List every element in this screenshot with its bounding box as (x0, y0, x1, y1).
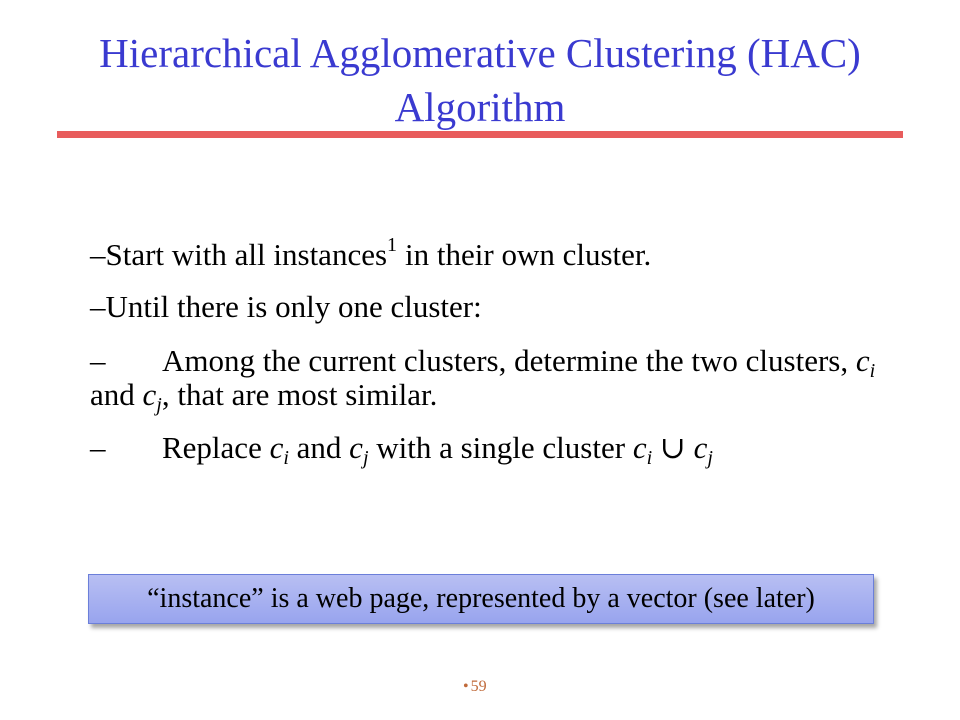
footnote-text: “instance” is a web page, represented by a vector (see later) (147, 583, 815, 614)
var-c: c (142, 377, 157, 412)
var-c: c (269, 430, 284, 465)
bullet-dash: – (90, 343, 106, 378)
bullet-text: in their own cluster. (405, 237, 652, 272)
page-number (463, 678, 487, 696)
bullet-text: Until there is only one cluster: (105, 289, 482, 324)
bullet-dash: – (90, 430, 106, 465)
bullet-dash: – (90, 237, 106, 272)
subscript-i: i (869, 360, 876, 382)
union-symbol: ∪ (652, 430, 694, 465)
bullet-text: , that are most similar. (161, 377, 438, 412)
slide-title (40, 26, 920, 134)
bullet-text: Replace (162, 430, 270, 465)
var-c: c (632, 430, 647, 465)
bullet-among (90, 343, 890, 416)
bullet-text: and (288, 430, 350, 465)
bullet-replace (90, 430, 890, 469)
bullet-text: Start with all instances (105, 237, 388, 272)
subscript-j: j (707, 447, 713, 469)
page-bullet: • (463, 678, 469, 695)
subscript-i: i (646, 447, 653, 469)
bullet-text: with a single cluster (368, 430, 633, 465)
page-number-value: 59 (470, 678, 487, 695)
subscript-j: j (362, 447, 369, 469)
subscript-j: j (156, 394, 162, 416)
bullet-list (90, 234, 890, 483)
bullet-until (90, 290, 890, 324)
var-c: c (693, 430, 708, 465)
bullet-dash: – (90, 289, 106, 324)
bullet-start (90, 234, 890, 272)
bullet-text: and (90, 377, 143, 412)
title-underline (57, 131, 903, 138)
bullet-text: Among the current clusters, determine the two clusters, (162, 343, 856, 378)
subscript-i: i (283, 447, 289, 469)
footnote-callout (88, 574, 874, 624)
var-c: c (855, 343, 870, 378)
title-line-1: Hierarchical Agglomerative Clustering (HAC) (99, 30, 861, 76)
var-c: c (349, 430, 363, 465)
footnote-mark: 1 (387, 234, 398, 256)
title-line-2: Algorithm (394, 84, 566, 130)
